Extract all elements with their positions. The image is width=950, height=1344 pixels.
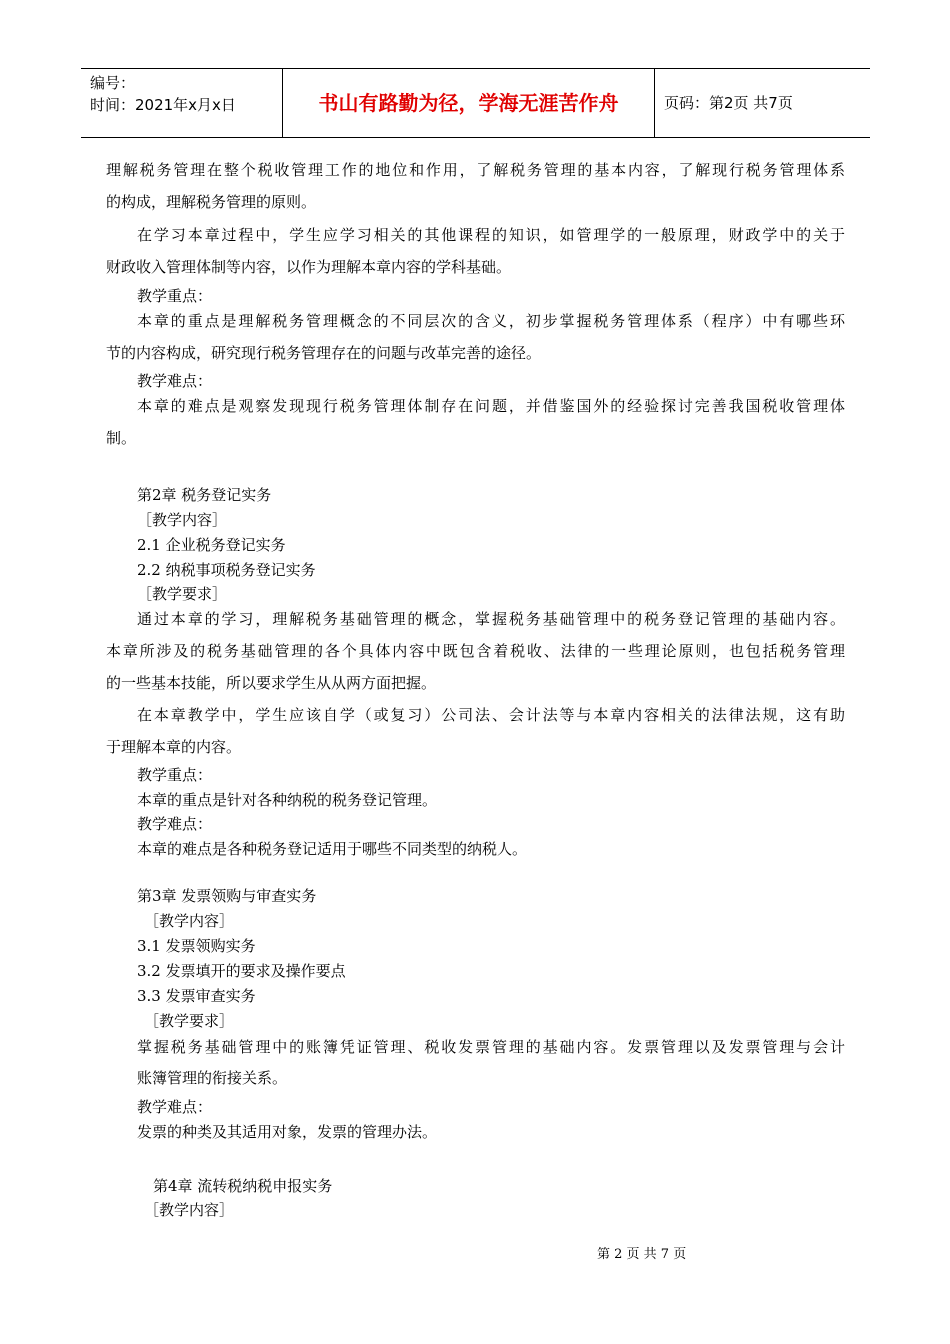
paragraph-line: 的一些基本技能，所以要求学生从从两方面把握。 bbox=[106, 674, 437, 692]
page-footer: 第 2 页 共 7 页 bbox=[597, 1247, 687, 1262]
section-label: 教学重点： bbox=[137, 766, 213, 784]
header-meta bbox=[90, 72, 236, 116]
toc-item: 3.1 发票领购实务 bbox=[137, 937, 256, 955]
chapter-title: 第4章 流转税纳税申报实务 bbox=[153, 1177, 333, 1195]
paragraph-line: 掌握税务基础管理中的账簿凭证管理、税收发票管理的基础内容。发票管理以及发票管理与会计 bbox=[137, 1038, 845, 1056]
toc-item: 3.3 发票审查实务 bbox=[137, 987, 256, 1005]
paragraph-line: 账簿管理的衔接关系。 bbox=[137, 1069, 288, 1087]
section-label: 教学难点： bbox=[137, 815, 213, 833]
paragraph-line: 制。 bbox=[106, 429, 137, 447]
paragraph-line: 在本章教学中，学生应该自学（或复习）公司法、会计法等与本章内容相关的法律法规，这有助 bbox=[137, 706, 845, 724]
paragraph-line: 通过本章的学习，理解税务基础管理的概念，掌握税务基础管理中的税务登记管理的基础内容。 bbox=[137, 610, 845, 628]
section-label: ［教学内容］ bbox=[144, 1201, 235, 1219]
paragraph-line: 的构成，理解税务管理的原则。 bbox=[106, 193, 317, 211]
serial-label: 编号： bbox=[90, 74, 136, 92]
paragraph-line: 财政收入管理体制等内容，以作为理解本章内容的学科基础。 bbox=[106, 258, 512, 276]
paragraph-line: 在学习本章过程中，学生应学习相关的其他课程的知识，如管理学的一般原理，财政学中的关于 bbox=[137, 226, 845, 244]
header-motto: 书山有路勤为径，学海无涯苦作舟 bbox=[318, 91, 619, 115]
paragraph-line: 节的内容构成，研究现行税务管理存在的问题与改革完善的途径。 bbox=[106, 344, 542, 362]
toc-item: 3.2 发票填开的要求及操作要点 bbox=[137, 962, 346, 980]
page-header bbox=[81, 68, 870, 138]
chapter-title: 第2章 税务登记实务 bbox=[137, 486, 272, 504]
section-label: ［教学内容］ bbox=[144, 912, 235, 930]
toc-item: 2.1 企业税务登记实务 bbox=[137, 536, 286, 554]
chapter-title: 第3章 发票领购与审查实务 bbox=[137, 887, 317, 905]
section-label: 教学难点： bbox=[137, 372, 213, 390]
section-label: ［教学要求］ bbox=[144, 1012, 235, 1030]
paragraph-line: 发票的种类及其适用对象，发票的管理办法。 bbox=[137, 1123, 438, 1141]
paragraph-line: 本章的难点是观察发现现行税务管理体制存在问题，并借鉴国外的经验探讨完善我国税收管理体 bbox=[137, 397, 845, 415]
header-page-info: 页码：第2页 共7页 bbox=[664, 94, 793, 112]
paragraph-line: 本章的难点是各种税务登记适用于哪些不同类型的纳税人。 bbox=[137, 840, 528, 858]
header-divider bbox=[654, 69, 655, 137]
section-label: 教学重点： bbox=[137, 287, 213, 305]
paragraph-line: 本章的重点是理解税务管理概念的不同层次的含义，初步掌握税务管理体系（程序）中有哪些环 bbox=[137, 312, 845, 330]
date-line: 时间：2021年x月x日 bbox=[90, 96, 236, 114]
paragraph-line: 理解税务管理在整个税收管理工作的地位和作用，了解税务管理的基本内容，了解现行税务管理体系 bbox=[106, 161, 845, 179]
section-label: ［教学内容］ bbox=[137, 511, 228, 529]
paragraph-line: 于理解本章的内容。 bbox=[106, 738, 242, 756]
toc-item: 2.2 纳税事项税务登记实务 bbox=[137, 561, 316, 579]
section-label: 教学难点： bbox=[137, 1098, 213, 1116]
paragraph-line: 本章的重点是针对各种纳税的税务登记管理。 bbox=[137, 791, 438, 809]
paragraph-line: 本章所涉及的税务基础管理的各个具体内容中既包含着税收、法律的一些理论原则，也包括税务管理 bbox=[106, 642, 845, 660]
section-label: ［教学要求］ bbox=[137, 585, 228, 603]
